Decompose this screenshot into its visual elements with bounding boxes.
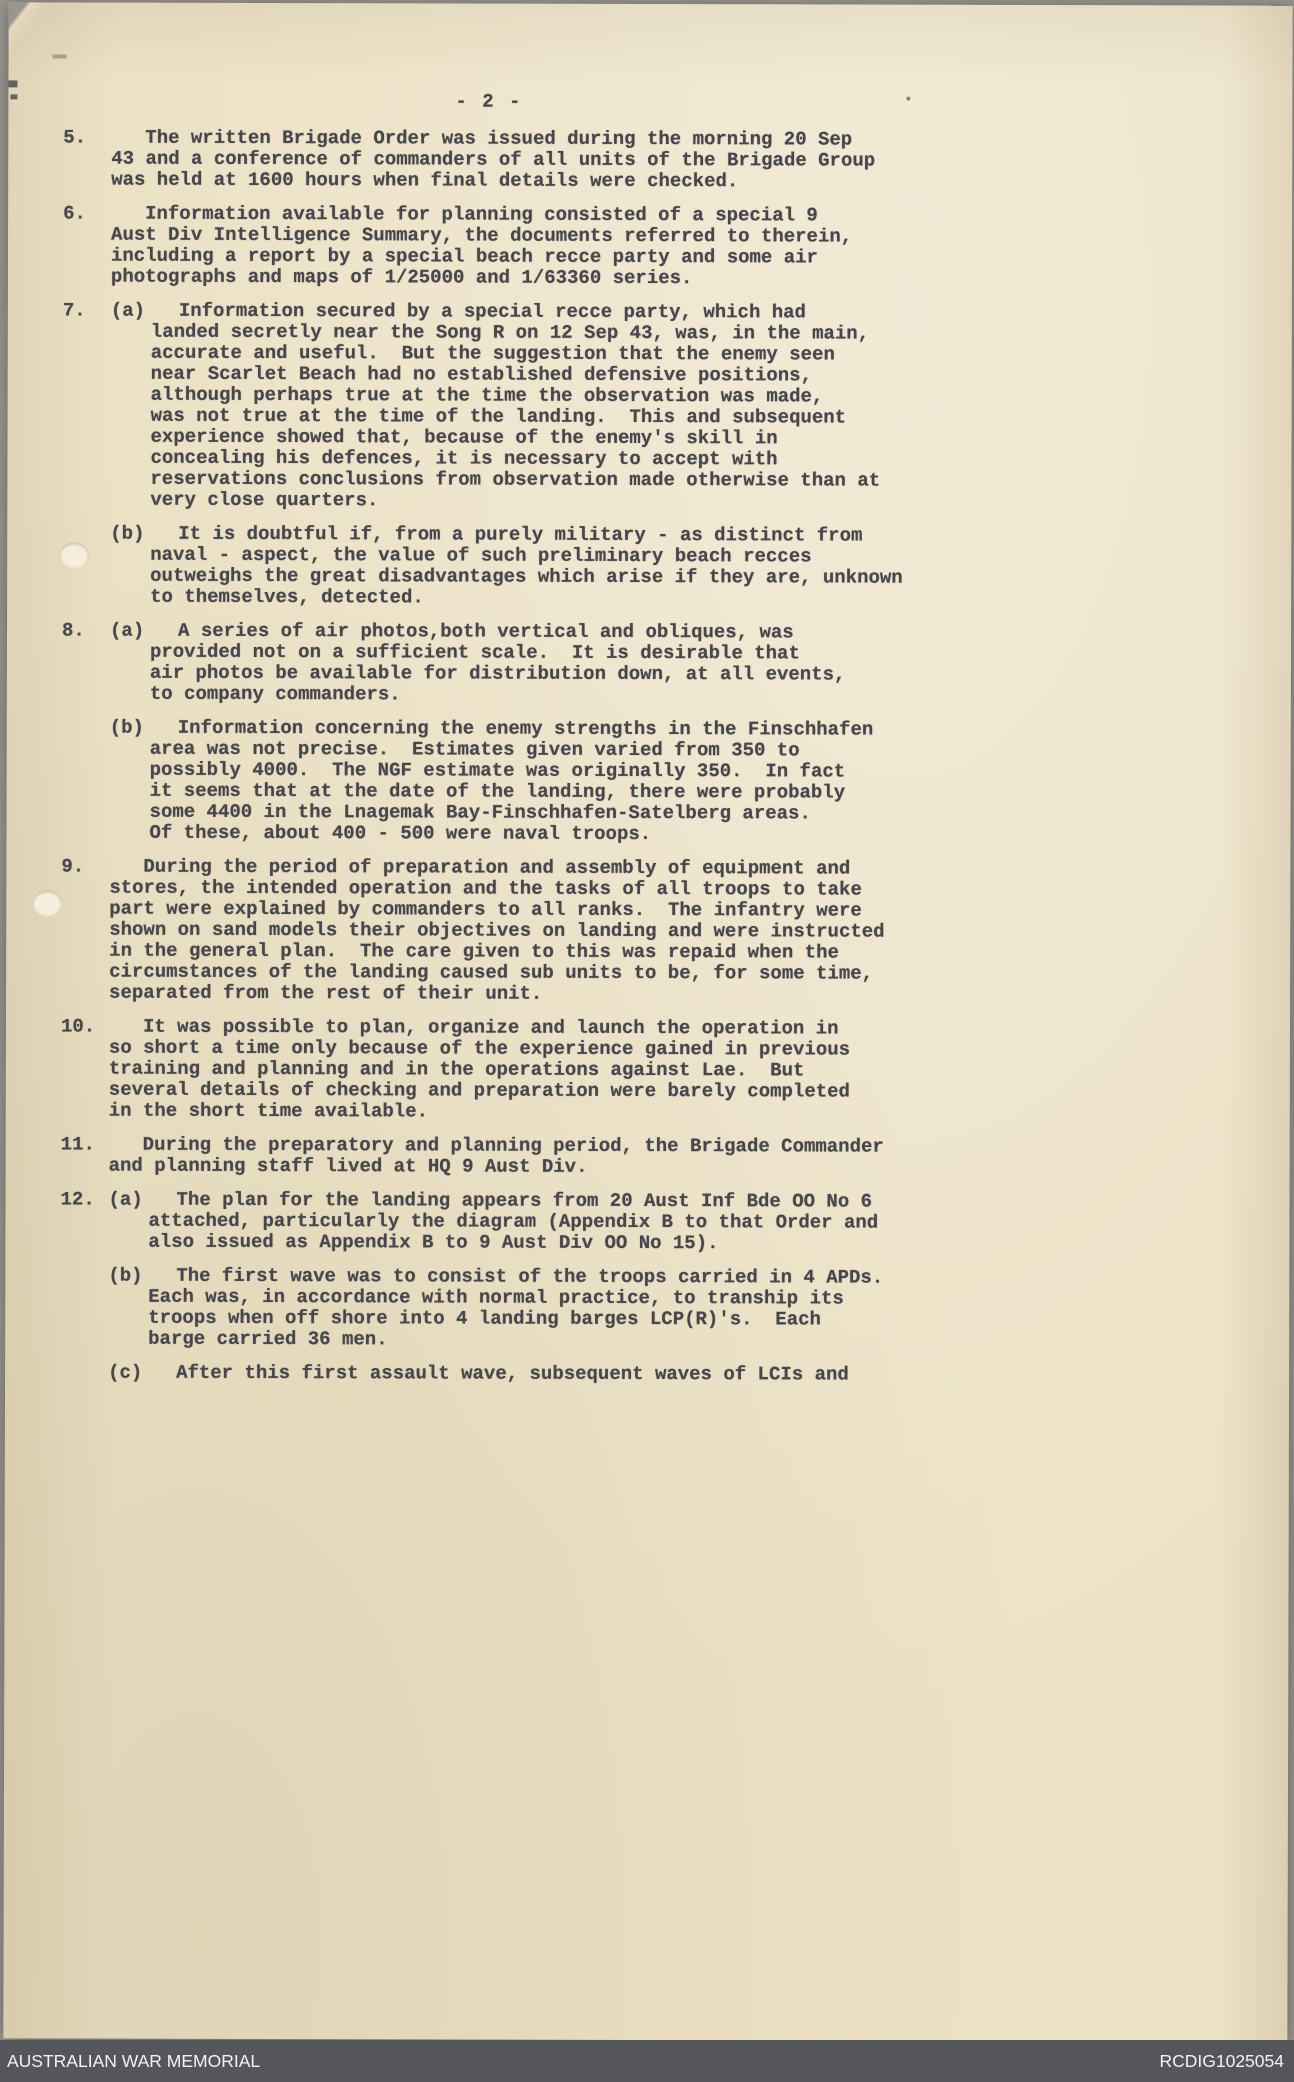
paragraph-number: 8. xyxy=(61,619,85,642)
paragraph-text: It was possible to plan, organize and launch the operation in so short a time only because of the experience gained in previous training and planning and in the operations against Lae. But several details of checking and preparation were barely completed in the short time available. xyxy=(108,1015,851,1123)
paragraph-8b xyxy=(61,717,1230,846)
footer-institution: AUSTRALIAN WAR MEMORIAL xyxy=(7,2050,261,2071)
paragraph-text: A series of air photos,both vertical and obliques, was provided not on a sufficient scale. It is desirable that air photos be available for distribution down, at all events, to company commanders. xyxy=(149,619,846,706)
paragraph-6 xyxy=(63,203,1232,290)
paragraph-8a xyxy=(62,620,1231,707)
footer-bar xyxy=(0,2040,1294,2082)
paragraph-text: The written Brigade Order was issued during the morning 20 Sep 43 and a conference of commanders of all units of the Brigade Group was held at 1600 hours when final details were checked. xyxy=(111,126,876,193)
paragraph-5 xyxy=(63,127,1232,193)
paragraph-subletter: (b) xyxy=(108,1264,143,1287)
footer-catalog-id: RCDIG1025054 xyxy=(1159,2050,1284,2071)
paragraph-text: Information concerning the enemy strengths in the Finschhafen area was not precise. Estimates given varied from 350 to possibly 4000. The NGF estimate was originally 350. In fact it seems that at the date of the landing, there were probably some 4400 in the Lnagemak Bay-Finschhafen-Satelberg areas. Of these, about 400 - 500 were naval troops. xyxy=(149,716,874,846)
paragraph-number: 7. xyxy=(62,299,86,322)
paragraph-10 xyxy=(61,1016,1230,1124)
paragraph-subletter: (a) xyxy=(110,299,146,322)
paragraph-7a xyxy=(62,300,1232,513)
paragraph-text: During the period of preparation and assembly of equipment and stores, the intended operation and the tasks of all troops to take part were explained by commanders to all ranks. The infantry were shown on sand models their objectives on landing and were instructed in the general plan. The care given to this was repaid when the circumstances of the landing caused sub units to be, for some time, separated from the rest of their unit. xyxy=(109,855,885,1005)
paragraph-9 xyxy=(61,856,1230,1006)
paragraph-number: 11. xyxy=(60,1133,95,1156)
paragraph-text: The plan for the landing appears from 20 Aust Inf Bde OO No 6 attached, particularly the diagram (Appendix B to that Order and also issued as Appendix B to 9 Aust Div OO No 15). xyxy=(148,1188,879,1255)
paragraph-number xyxy=(60,1362,108,1383)
paragraph-number: 5. xyxy=(63,126,87,149)
paragraph-subletter: (a) xyxy=(109,619,145,642)
paragraph-number: 10. xyxy=(60,1015,96,1038)
paragraph-11 xyxy=(61,1134,1230,1179)
document-page xyxy=(3,2,1292,2041)
paragraph-number xyxy=(61,717,109,843)
paragraph-text: During the preparatory and planning period, the Brigade Commander and planning staff lived at HQ 9 Aust Div. xyxy=(108,1133,884,1178)
paragraph-12c xyxy=(60,1362,1229,1386)
paragraph-number: 9. xyxy=(61,855,85,878)
paragraph-number xyxy=(60,1265,108,1349)
paragraph-text: Information secured by a special recce party, which had landed secretly near the Song R on 12 Sep 43, was, in the main, accurate and useful. But the suggestion that the enemy seen near Scarlet Beach had no established defensive positions, although perhaps true at the time the observation was made, was not true at the time of the landing. This and subsequent experience showed that, because of the enemy's skill in concealing his defences, it is necessary to accept with reservations conclusions from observation made otherwise than at very close quarters. xyxy=(150,299,881,512)
paragraph-text: Information available for planning consisted of a special 9 Aust Div Intelligence Summary, the documents referred to therein, including a report by a special beach recce party and some air photographs and maps of 1/25000 and 1/63360 series. xyxy=(110,202,853,290)
paragraph-number: 6. xyxy=(63,202,86,225)
page-number: - 2 - xyxy=(455,90,523,113)
paragraph-12b xyxy=(60,1265,1229,1352)
paragraph-subletter: (a) xyxy=(108,1188,143,1211)
page-content xyxy=(5,2,1293,1399)
paragraph-12a xyxy=(60,1189,1229,1255)
paragraph-text: The first wave was to consist of the troops carried in 4 APDs. Each was, in accordance with normal practice, to tranship its troops when off shore into 4 landing barges LCP(R)'s. Each barge carried 36 men. xyxy=(148,1264,884,1351)
paragraph-7b xyxy=(62,523,1231,610)
paragraph-number: 12. xyxy=(60,1188,95,1211)
paragraph-subletter: (c) xyxy=(108,1361,143,1384)
paragraph-text: It is doubtful if, from a purely military - as distinct from naval - aspect, the value of such preliminary beach recces outweighs the great disadvantages which arise if they are, unknown to themselves, detected. xyxy=(150,522,903,609)
paragraph-number xyxy=(62,523,110,607)
paragraph-subletter: (b) xyxy=(110,522,145,545)
paragraph-text: After this first assault wave, subsequent waves of LCIs and xyxy=(176,1361,849,1386)
paragraph-subletter: (b) xyxy=(109,716,145,739)
